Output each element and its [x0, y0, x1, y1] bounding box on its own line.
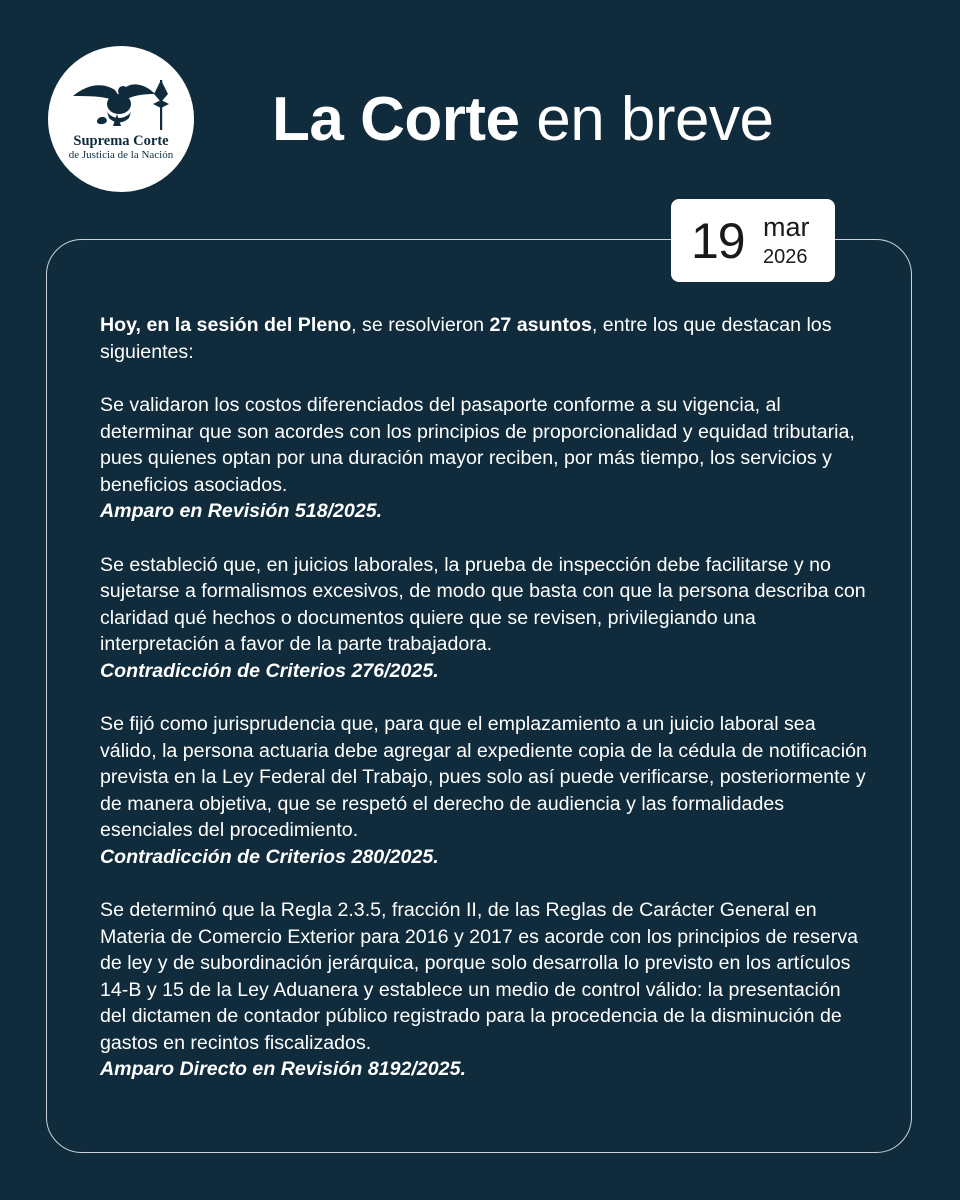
date-year: 2026: [763, 246, 808, 268]
intro-paragraph: [100, 312, 870, 365]
court-logo: [48, 46, 194, 192]
ruling-item: [100, 897, 870, 1083]
date-month: mar: [763, 212, 810, 242]
intro-text-2: , entre los que destacan los siguientes:: [100, 314, 832, 363]
case-reference: Amparo Directo en Revisión 8192/2025.: [100, 1058, 466, 1080]
intro-count: 27 asuntos: [489, 314, 592, 336]
case-reference: Amparo en Revisión 518/2025.: [100, 500, 383, 522]
title-bold: La Corte: [272, 85, 520, 154]
title-regular: en breve: [536, 85, 774, 154]
case-reference: Contradicción de Criterios 276/2025.: [100, 659, 439, 682]
ruling-text: Se estableció que, en juicios laborales, la prueba de inspección debe facilitarse y no sujetarse a formalismos excesivos, de modo que basta con que la persona describa con claridad qué hechos o documentos quiere que se revisen, privilegiando una interpretación a favor de la parte trabajadora.: [100, 553, 866, 655]
intro-text-1: , se resolvieron: [351, 314, 490, 336]
date-day: 19: [691, 213, 745, 269]
summary-text: [100, 312, 870, 1110]
ruling-text: Se determinó que la Regla 2.3.5, fracción II, de las Reglas de Carácter General en Materia de Comercio Exterior para 2016 y 2017 es acorde con los principios de reserva de ley y de subordinación jerárquica, porque solo desarrolla lo previsto en los artículos 14-B y 15 de la Ley Aduanera y establece un medio de control válido: la presentación del dictamen de contador público registrado para la procedencia de la disminución de gastos en recintos fiscalizados.: [100, 899, 859, 1054]
case-reference: Contradicción de Criterios 280/2025.: [100, 845, 439, 868]
logo-subtitle: de Justicia de la Nación: [68, 148, 174, 161]
ruling-text: Se fijó como jurisprudencia que, para que el emplazamiento a un juicio laboral sea válido, la persona actuaria debe agregar al expediente copia de la cédula de notificación prevista en la Ley Federal del Trabajo, pues solo así puede verificarse, posteriormente y de manera objetiva, que se respetó el derecho de audiencia y las formalidades esenciales del procedimiento.: [100, 713, 867, 841]
intro-lead: Hoy, en la sesión del Pleno: [100, 314, 352, 336]
ruling-text: Se validaron los costos diferenciados del pasaporte conforme a su vigencia, al determinar que son acordes con los principios de proporcionalidad y equidad tributaria, pues quienes optan por una duración mayor reciben, por más tiempo, los servicios y beneficios asociados.: [100, 394, 855, 496]
ruling-item: [100, 392, 870, 525]
page-title: [272, 80, 774, 160]
ruling-item: [100, 711, 870, 870]
date-badge: [671, 199, 835, 282]
eagle-emblem-icon: [69, 74, 173, 132]
logo-name: Suprema Corte: [73, 132, 169, 149]
ruling-item: [100, 552, 870, 685]
